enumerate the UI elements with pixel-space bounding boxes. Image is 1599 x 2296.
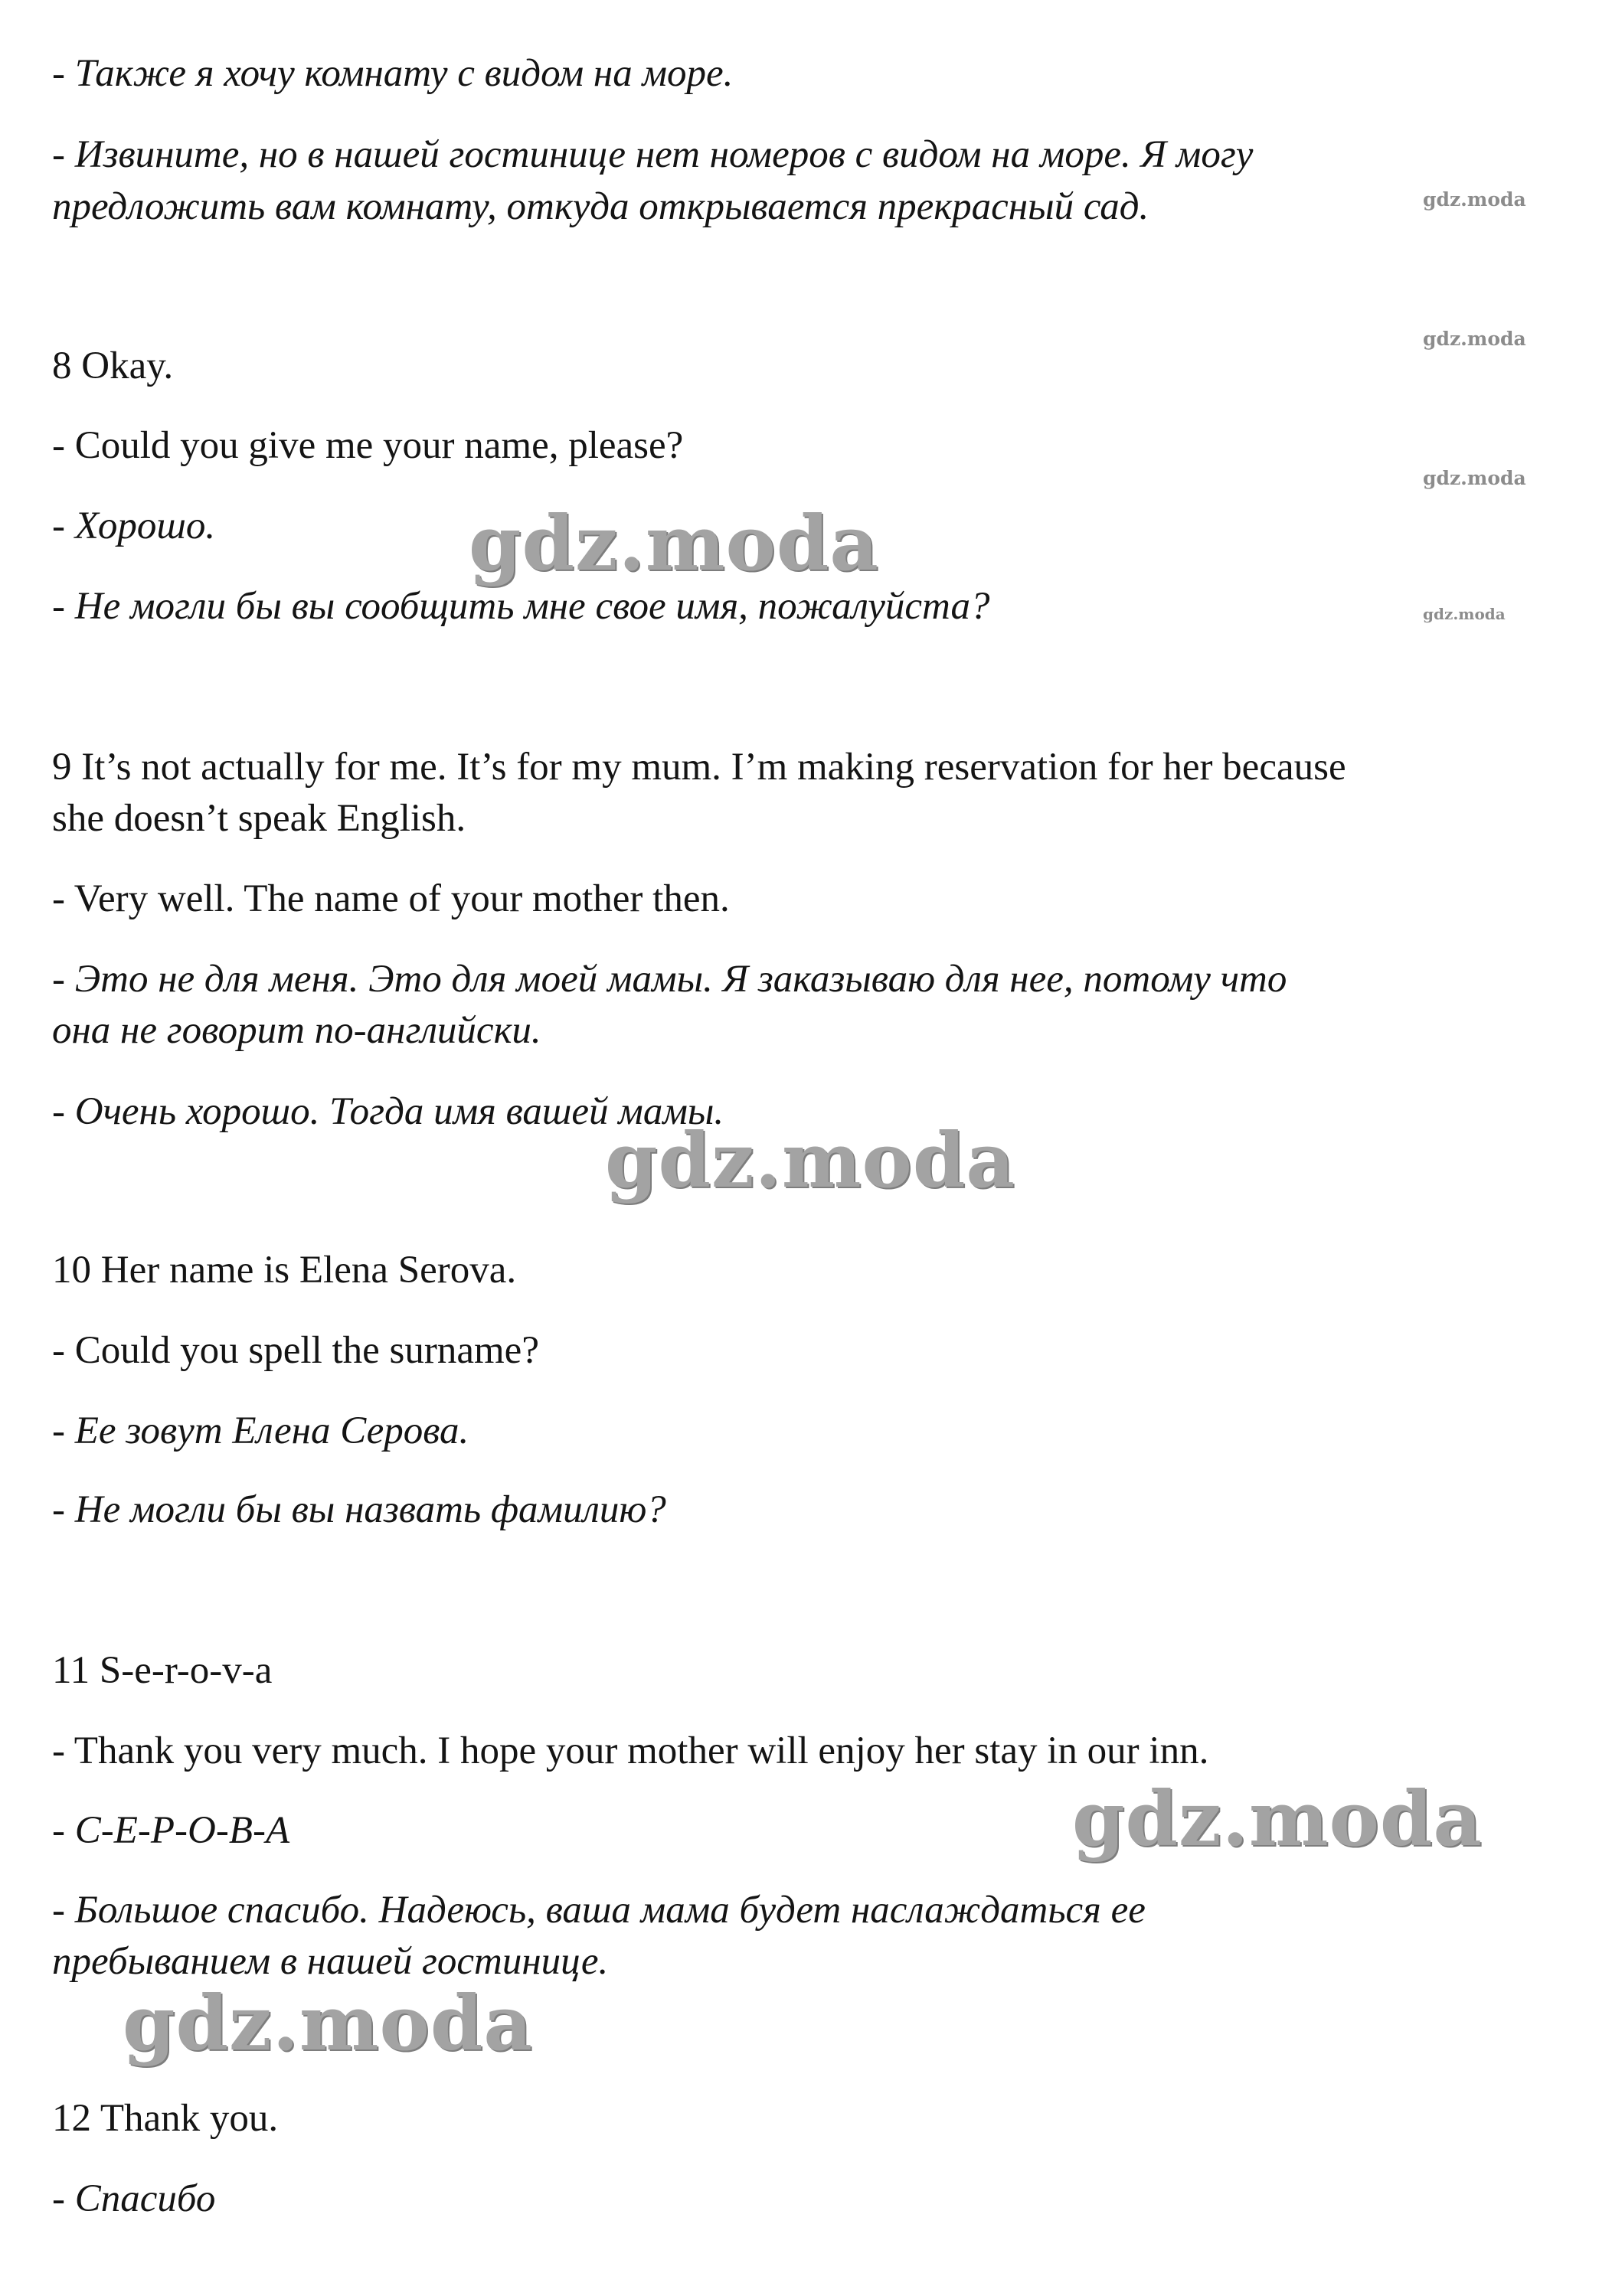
watermark: gdz.moda [469, 500, 879, 588]
text-line: - Извините, но в нашей гостинице нет номеров с видом на море. Я могу [52, 133, 1254, 176]
item-9-heading: 9 It’s not actually for me. It’s for my mum. I’m making reservation for her because [52, 746, 1346, 789]
item-12-heading: 12 Thank you. [52, 2097, 279, 2140]
text-line: - Ее зовут Елена Серова. [52, 1409, 469, 1452]
text-line: - Could you give me your name, please? [52, 424, 684, 467]
text-line: пребыванием в нашей гостинице. [52, 1940, 609, 1983]
text-line: - Хорошо. [52, 505, 216, 547]
watermark: gdz.moda [1072, 1775, 1483, 1863]
text-line: - Это не для меня. Это для моей мамы. Я заказываю для нее, потому что [52, 958, 1287, 1001]
watermark: gdz.moda [123, 1980, 533, 2068]
item-11-heading: 11 S-e-r-o-v-a [52, 1649, 273, 1692]
text-line: - Большое спасибо. Надеюсь, ваша мама будет наслаждаться ее [52, 1889, 1146, 1932]
item-8-heading: 8 Okay. [52, 345, 174, 387]
text-line: she doesn’t speak English. [52, 797, 466, 840]
text-line: - Очень хорошо. Тогда имя вашей мамы. [52, 1090, 724, 1133]
text-line: - Не могли бы вы назвать фамилию? [52, 1488, 666, 1531]
text-line: - Спасибо [52, 2177, 216, 2220]
item-10-heading: 10 Her name is Elena Serova. [52, 1249, 517, 1292]
watermark: gdz.moda [1423, 467, 1526, 489]
text-line: она не говорит по-английски. [52, 1009, 541, 1052]
watermark: gdz.moda [1423, 328, 1526, 350]
text-line: - Не могли бы вы сообщить мне свое имя, пожалуйста? [52, 585, 990, 628]
text-line: - Very well. The name of your mother then. [52, 877, 730, 920]
watermark: gdz.moda [1423, 188, 1526, 211]
text-line: - Thank you very much. I hope your mother will enjoy her stay in our inn. [52, 1729, 1209, 1772]
text-line: - Could you spell the surname? [52, 1329, 539, 1372]
watermark: gdz.moda [605, 1117, 1015, 1205]
text-line: предложить вам комнату, откуда открывается прекрасный сад. [52, 185, 1149, 228]
text-line: - Также я хочу комнату с видом на море. [52, 52, 734, 95]
text-line: - С-Е-Р-О-В-А [52, 1809, 290, 1852]
watermark: gdz.moda [1423, 605, 1506, 623]
